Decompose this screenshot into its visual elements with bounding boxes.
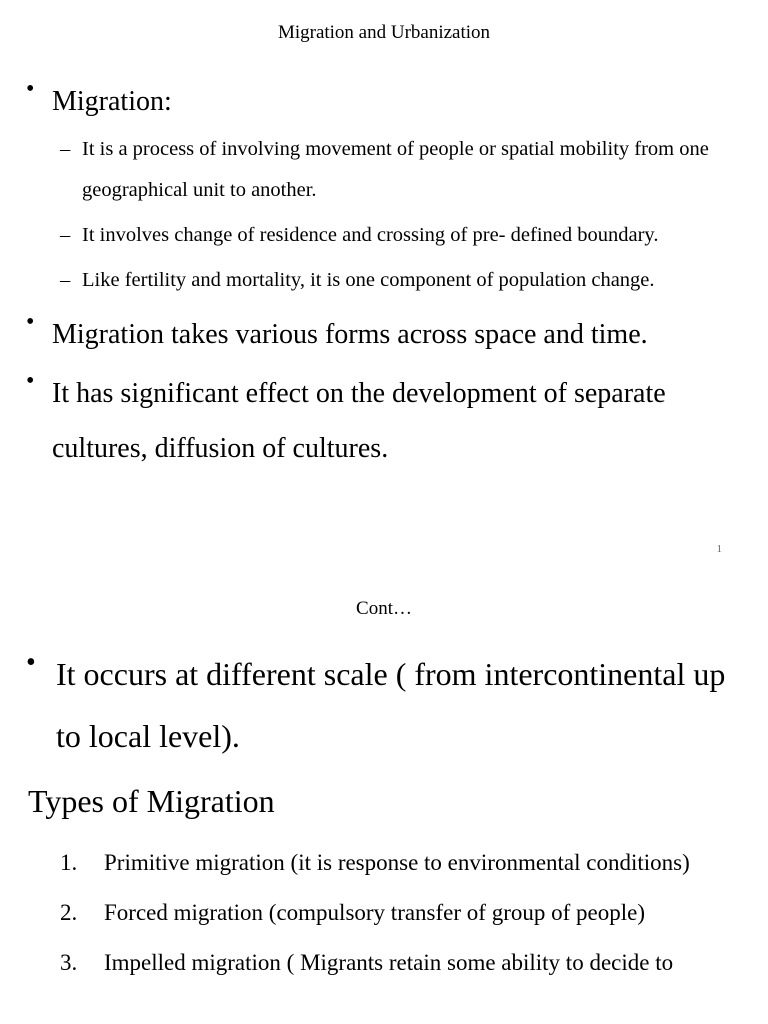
bullet-list — [26, 74, 746, 476]
slide-2 — [0, 575, 768, 1024]
bullet-icon: • — [26, 309, 35, 335]
item-number: 3. — [60, 950, 78, 975]
item-text: Primitive migration (it is response to environmental conditions) — [104, 850, 690, 875]
sub-bullet-list — [60, 129, 746, 301]
item-text: Impelled migration ( Migrants retain some ability to decide to — [104, 950, 674, 975]
sub-bullet-text: Like fertility and mortality, it is one component of population change. — [82, 269, 655, 291]
bullet-text: Migration: — [52, 86, 172, 117]
bullet-item — [26, 74, 746, 301]
bullet-item — [26, 307, 746, 362]
sub-bullet-item — [60, 260, 746, 301]
bullet-text: Migration takes various forms across space and time. — [52, 319, 648, 350]
sub-bullet-item — [60, 129, 746, 211]
item-number: 1. — [60, 850, 78, 875]
numbered-list — [60, 839, 750, 987]
numbered-item — [60, 839, 750, 887]
numbered-item — [60, 939, 750, 987]
dash-icon: – — [60, 224, 71, 246]
bullet-icon: • — [26, 76, 35, 102]
numbered-item — [60, 889, 750, 937]
item-text: Forced migration (compulsory transfer of group of people) — [104, 900, 645, 925]
sub-bullet-text: It is a process of involving movement of people or spatial mobility from one geographical unit to another. — [82, 138, 709, 201]
section-heading: Types of Migration — [28, 783, 275, 819]
bullet-icon: • — [26, 647, 36, 678]
dash-icon: – — [60, 138, 71, 160]
bullet-text: It occurs at different scale ( from intercontinental up to local level). — [56, 656, 726, 754]
page-number: 1 — [716, 543, 722, 555]
bullet-item — [26, 366, 746, 476]
bullet-item — [26, 643, 746, 767]
sub-bullet-item — [60, 215, 746, 256]
bullet-text: It has significant effect on the development of separate cultures, diffusion of cultures. — [52, 378, 666, 464]
sub-bullet-text: It involves change of residence and crossing of pre- defined boundary. — [82, 224, 659, 246]
dash-icon: – — [60, 269, 71, 291]
bullet-icon: • — [26, 368, 35, 394]
item-number: 2. — [60, 900, 78, 925]
bullet-list — [26, 643, 746, 767]
slide-title: Migration and Urbanization — [277, 22, 491, 43]
slide-title: Cont… — [356, 598, 412, 619]
